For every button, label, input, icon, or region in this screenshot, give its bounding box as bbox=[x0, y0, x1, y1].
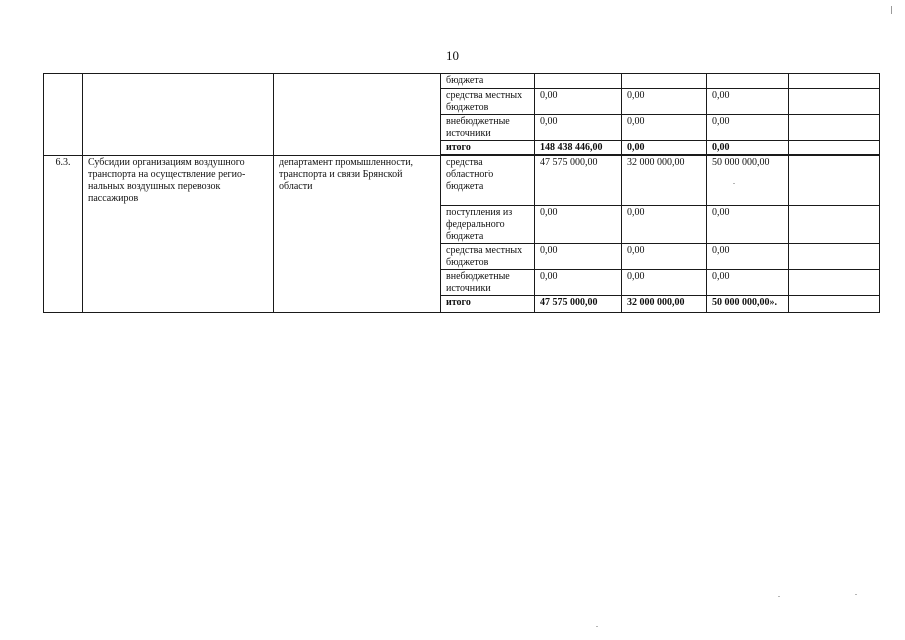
amount-cell: 148 438 446,00 bbox=[535, 141, 622, 156]
amount-cell: 0,00 bbox=[622, 89, 707, 115]
amount-cell bbox=[622, 74, 707, 89]
scan-speck bbox=[778, 596, 780, 597]
measure-cell: Субсидии организациям воздушного транспорта на осуществление регио-нальных воздушных перевозок пассажиров bbox=[83, 155, 274, 312]
amount-cell: 0,00 bbox=[707, 269, 789, 295]
empty-cell bbox=[789, 74, 880, 89]
page-number: 10 bbox=[446, 48, 459, 63]
amount-cell: 0,00 bbox=[535, 243, 622, 269]
amount-cell: 50 000 000,00 bbox=[707, 155, 789, 205]
executor-cell-empty bbox=[274, 74, 441, 156]
empty-cell bbox=[789, 243, 880, 269]
amount-cell: 0,00 bbox=[707, 141, 789, 156]
empty-cell bbox=[789, 141, 880, 156]
budget-table bbox=[43, 73, 880, 313]
amount-cell: 0,00 bbox=[707, 89, 789, 115]
amount-cell: 47 575 000,00 bbox=[535, 295, 622, 312]
total-label-cell: итого bbox=[441, 295, 535, 312]
empty-cell bbox=[789, 115, 880, 141]
funding-source-cell: средства местных бюджетов bbox=[441, 89, 535, 115]
amount-cell: 0,00 bbox=[707, 243, 789, 269]
funding-source-cell: бюджета bbox=[441, 74, 535, 89]
number-cell-empty bbox=[44, 74, 83, 156]
amount-cell: 0,00 bbox=[707, 115, 789, 141]
funding-source-cell: поступления из федерального бюджета bbox=[441, 205, 535, 243]
table-row bbox=[44, 74, 880, 89]
empty-cell bbox=[789, 155, 880, 205]
amount-cell: 50 000 000,00». bbox=[707, 295, 789, 312]
amount-cell: 0,00 bbox=[535, 115, 622, 141]
item-number-cell: 6.3. bbox=[44, 155, 83, 312]
amount-cell: 0,00 bbox=[622, 141, 707, 156]
empty-cell bbox=[789, 295, 880, 312]
scan-edge-mark bbox=[891, 6, 892, 14]
amount-cell: 0,00 bbox=[622, 115, 707, 141]
amount-cell: 0,00 bbox=[535, 205, 622, 243]
total-label-cell: итого bbox=[441, 141, 535, 156]
funding-source-cell: внебюджетные источники bbox=[441, 269, 535, 295]
amount-cell: 32 000 000,00 bbox=[622, 295, 707, 312]
amount-cell: 47 575 000,00 bbox=[535, 155, 622, 205]
empty-cell bbox=[789, 205, 880, 243]
empty-cell bbox=[789, 269, 880, 295]
amount-cell: 0,00 bbox=[622, 243, 707, 269]
amount-cell: 0,00 bbox=[622, 269, 707, 295]
funding-source-cell: средства областного бюджета bbox=[441, 155, 535, 205]
amount-cell: 0,00 bbox=[707, 205, 789, 243]
amount-cell bbox=[535, 74, 622, 89]
table-row bbox=[44, 155, 880, 205]
amount-cell bbox=[707, 74, 789, 89]
amount-cell: 0,00 bbox=[622, 205, 707, 243]
scan-speck bbox=[855, 594, 857, 595]
empty-cell bbox=[789, 89, 880, 115]
funding-source-cell: внебюджетные источники bbox=[441, 115, 535, 141]
measure-cell-empty bbox=[83, 74, 274, 156]
amount-cell: 0,00 bbox=[535, 89, 622, 115]
executor-cell: департамент промышленности, транспорта и связи Брянской области bbox=[274, 155, 441, 312]
funding-source-cell: средства местных бюджетов bbox=[441, 243, 535, 269]
amount-cell: 32 000 000,00 bbox=[622, 155, 707, 205]
amount-cell: 0,00 bbox=[535, 269, 622, 295]
scan-speck bbox=[596, 626, 598, 627]
